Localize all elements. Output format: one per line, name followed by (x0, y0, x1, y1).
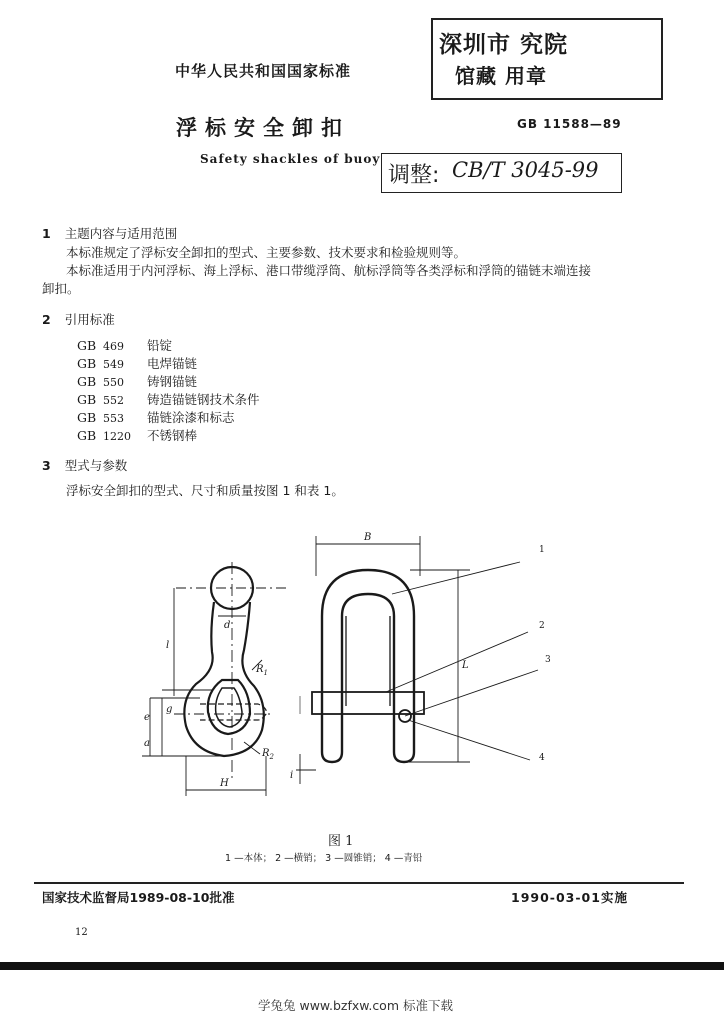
dim-L: L (462, 660, 469, 671)
figure-caption: 图 1 (328, 834, 354, 849)
dim-l: l (166, 640, 170, 651)
dim-H: H (220, 778, 229, 789)
reference-item: GB 550 铸钢锚链 (77, 374, 198, 389)
standard-number: GB 11588—89 (517, 117, 622, 131)
section-1-title: 主题内容与适用范围 (64, 226, 178, 241)
site-watermark: 学兔兔 www.bzfxw.com 标准下载 (258, 998, 453, 1013)
section-3-title: 型式与参数 (64, 458, 128, 473)
stamp-line-1: 深圳市 究院 (439, 32, 569, 58)
reference-item: GB 553 锚链涂漆和标志 (77, 410, 235, 425)
section-2-heading (42, 310, 115, 328)
callout-2: 2 (539, 621, 545, 631)
dim-g: g (166, 704, 173, 715)
section-2-title: 引用标准 (64, 312, 115, 327)
bottom-bar (0, 962, 724, 970)
section-1-paragraph-1: 本标准规定了浮标安全卸扣的型式、主要参数、技术要求和检验规则等。 (66, 245, 467, 260)
reference-item: GB 549 电焊锚链 (77, 356, 198, 371)
dim-B: B (364, 532, 372, 543)
section-3-paragraph: 浮标安全卸扣的型式、尺寸和质量按图 1 和表 1。 (66, 483, 344, 498)
section-1-number: 1 (42, 226, 51, 241)
reference-item: GB 552 铸造锚链钢技术条件 (77, 392, 260, 407)
library-stamp (431, 18, 663, 100)
issuing-authority: 中华人民共和国国家标准 (175, 62, 352, 80)
standard-title: 浮标安全卸扣 (176, 116, 350, 140)
section-3-number: 3 (42, 458, 51, 473)
callout-3: 3 (545, 655, 551, 665)
dim-i: i (290, 770, 294, 781)
figure-legend: 1 —本体； 2 —横销； 3 —圆锥销； 4 —青铅 (225, 853, 423, 864)
footer-rule (34, 882, 684, 884)
dim-R2: $R_2$ (262, 748, 274, 761)
adjustment-box (381, 153, 622, 193)
english-title: Safety shackles of buoy (200, 152, 381, 166)
dim-R1: $R_1$ (256, 664, 268, 677)
section-1-heading (42, 224, 177, 242)
reference-item: GB 469 铅锭 (77, 338, 173, 353)
section-1-paragraph-2-line-1: 本标准适用于内河浮标、海上浮标、港口带缆浮筒、航标浮筒等各类浮标和浮筒的锚链末端连接 (66, 263, 592, 278)
dim-e: e (144, 712, 150, 723)
effective-date: 1990-03-01实施 (511, 890, 628, 905)
adjustment-label: 调整: (388, 163, 440, 188)
stamp-line-2: 馆藏 用章 (455, 64, 547, 88)
dim-a: a (144, 738, 150, 749)
approval-date: 国家技术监督局1989-08-10批准 (42, 890, 235, 905)
shackle-side-view (174, 567, 270, 756)
section-3-heading (42, 456, 127, 474)
callout-4: 4 (539, 753, 545, 763)
dim-d: d (224, 620, 231, 631)
shackle-front-view (312, 570, 424, 762)
section-1-paragraph-2-line-2: 卸扣。 (42, 281, 80, 296)
shackle-drawing (0, 520, 724, 820)
page-number: 12 (75, 927, 88, 938)
adjustment-handwritten-ref: CB/T 3045-99 (452, 158, 599, 182)
reference-item: GB 1220 不锈钢棒 (77, 428, 198, 443)
callout-1: 1 (539, 545, 545, 555)
section-2-number: 2 (42, 312, 51, 327)
